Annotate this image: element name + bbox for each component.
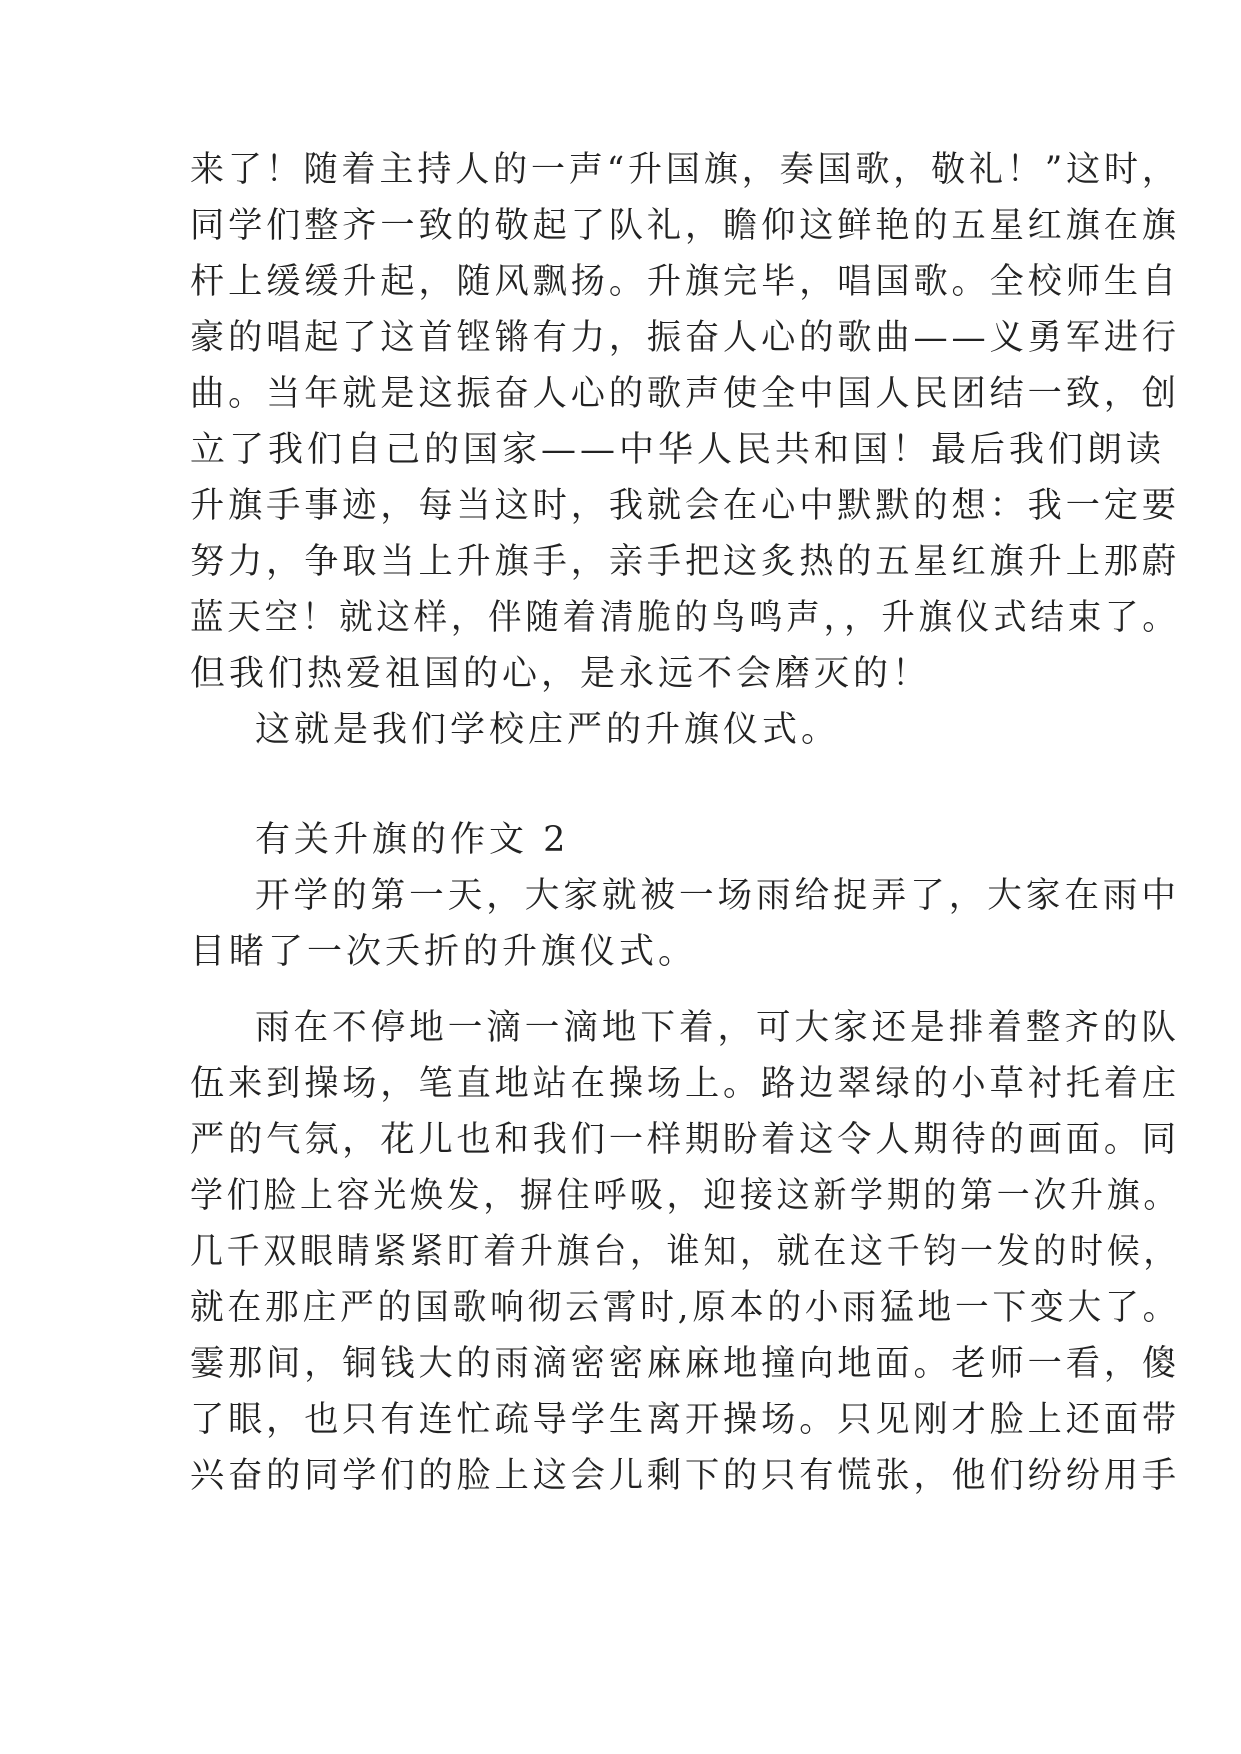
paragraph-line: 就在那庄严的国歌响彻云霄时,原本的小雨猛地一下变大了。 — [190, 1288, 1181, 1328]
paragraph-line: 霎那间，铜钱大的雨滴密密麻麻地撞向地面。老师一看，傻 — [190, 1344, 1180, 1384]
paragraph-line: 豪的唱起了这首铿锵有力，振奋人心的歌曲——义勇军进行 — [190, 318, 1180, 358]
paragraph-line: 杆上缓缓升起，随风飘扬。升旗完毕，唱国歌。全校师生自 — [190, 262, 1180, 302]
paragraph-line: 努力，争取当上升旗手，亲手把这炙热的五星红旗升上那蔚 — [190, 542, 1180, 582]
paragraph-line: 了眼，也只有连忙疏导学生离开操场。只见刚才脸上还面带 — [190, 1400, 1180, 1440]
paragraph-line: 同学们整齐一致的敬起了队礼，瞻仰这鲜艳的五星红旗在旗 — [190, 206, 1180, 246]
paragraph-line: 雨在不停地一滴一滴地下着，可大家还是排着整齐的队 — [255, 1008, 1180, 1048]
paragraph-line: 几千双眼睛紧紧盯着升旗台，谁知，就在这千钧一发的时候， — [190, 1232, 1181, 1272]
paragraph-line: 伍来到操场，笔直地站在操场上。路边翠绿的小草衬托着庄 — [190, 1064, 1180, 1104]
paragraph-line: 严的气氛，花儿也和我们一样期盼着这令人期待的画面。同 — [190, 1120, 1180, 1160]
paragraph-line: 曲。当年就是这振奋人心的歌声使全中国人民团结一致，创 — [190, 374, 1180, 414]
paragraph-line: 兴奋的同学们的脸上这会儿剩下的只有慌张，他们纷纷用手 — [190, 1456, 1180, 1496]
paragraph-line: 来了！随着主持人的一声“升国旗，奏国歌，敬礼！”这时， — [190, 150, 1180, 190]
closing-sentence: 这就是我们学校庄严的升旗仪式。 — [255, 710, 841, 750]
section-title: 有关升旗的作文 2 — [255, 820, 570, 860]
paragraph-line: 开学的第一天，大家就被一场雨给捉弄了，大家在雨中 — [255, 876, 1180, 916]
paragraph-line: 升旗手事迹，每当这时，我就会在心中默默的想：我一定要 — [190, 486, 1180, 526]
paragraph-line: 但我们热爱祖国的心，是永远不会磨灭的！ — [190, 654, 932, 694]
paragraph-line: 目睹了一次夭折的升旗仪式。 — [190, 932, 698, 972]
paragraph-line: 学们脸上容光焕发，摒住呼吸，迎接这新学期的第一次升旗。 — [190, 1176, 1181, 1216]
paragraph-line: 立了我们自己的国家——中华人民共和国！最后我们朗读 — [190, 430, 1166, 470]
paragraph-line: 蓝天空！就这样，伴随着清脆的鸟鸣声，，升旗仪式结束了。 — [190, 598, 1180, 638]
